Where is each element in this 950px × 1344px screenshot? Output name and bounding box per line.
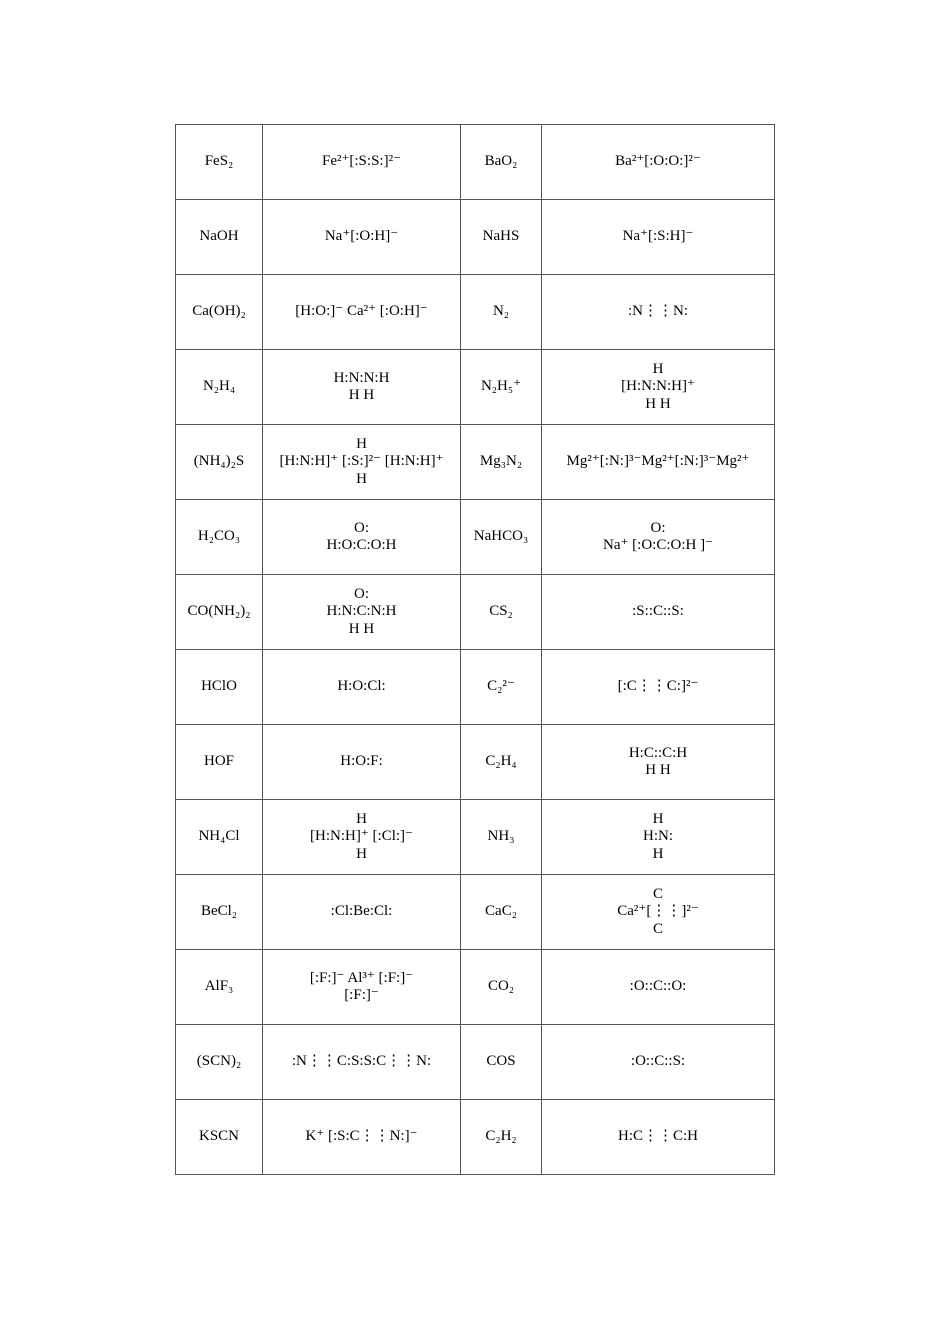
structure-line: H [652,811,664,828]
electron-dot-structure [337,678,385,695]
electron-dot-structure [340,753,383,770]
structure-line: :O::C::O: [629,978,687,995]
formula-cell [176,200,263,275]
table-row [176,1100,775,1175]
table-row [176,875,775,950]
electron-dot-structure [618,1128,698,1145]
formula-cell [176,500,263,575]
structure-line: O: [650,519,666,536]
formula-cell [176,725,263,800]
formula-text: COS [486,1053,516,1070]
structure-line: H H [645,762,671,778]
structure-line: H:O:C:O:H [326,537,397,553]
table-row [176,950,775,1025]
formula-cell [176,275,263,350]
formula-text: H₂CO₃ [197,528,241,545]
electron-dot-cell [542,1100,775,1175]
structure-line: H:C⋮⋮C:H [617,1128,698,1145]
lewis-structure-table [175,124,775,1175]
structure-line: H H [645,395,671,412]
electron-dot-cell [263,725,461,800]
formula-cell [461,950,542,1025]
electron-dot-cell [263,1025,461,1100]
structure-line: :O::C::S: [630,1053,686,1070]
formula-cell [461,875,542,950]
electron-dot-cell [542,500,775,575]
formula-cell [461,125,542,200]
formula-cell [461,350,542,425]
table-row [176,500,775,575]
electron-dot-cell [542,650,775,725]
structure-line: H [356,811,367,828]
formula-text: HClO [201,678,237,695]
formula-text: N₂H₅⁺ [480,378,522,395]
electron-dot-structure [310,811,413,863]
formula-cell [461,800,542,875]
electron-dot-structure [295,303,427,320]
formula-text: C₂H₂ [485,1128,517,1145]
structure-line: [H:N:H]⁺ [:Cl:]⁻ [310,828,413,845]
structure-line: [H:N:H]⁺ [:S:]²⁻ [H:N:H]⁺ [279,453,444,470]
electron-dot-cell [263,125,461,200]
formula-cell [461,275,542,350]
formula-cell [461,725,542,800]
formula-text: Mg₃N₂ [479,453,523,470]
structure-line: :Cl:Be:Cl: [330,903,393,920]
electron-dot-cell [263,875,461,950]
electron-dot-cell [263,650,461,725]
formula-text: BaO₂ [484,153,518,170]
structure-line: H [356,845,367,862]
electron-dot-structure [643,811,673,863]
structure-line: H [652,361,664,378]
formula-text: NaOH [199,228,239,245]
structure-line: H:N:N:H [333,369,390,386]
formula-cell [176,125,263,200]
formula-text: NH₄Cl [198,828,240,845]
table-row [176,350,775,425]
electron-dot-cell [542,275,775,350]
structure-line: H:O:F: [340,753,383,770]
electron-dot-cell [542,425,775,500]
formula-text: NH₃ [487,828,515,845]
structure-line: O: [353,586,369,603]
formula-cell [176,1025,263,1100]
formula-text: AlF₃ [204,978,234,995]
formula-cell [461,500,542,575]
table-row [176,425,775,500]
electron-dot-structure [629,745,687,780]
electron-dot-cell [263,500,461,575]
table-row [176,125,775,200]
table-row [176,1025,775,1100]
formula-text: CS₂ [489,603,513,620]
formula-text: NaHS [482,228,520,245]
structure-line: :S::C::S: [632,603,684,620]
structure-line: H:N: [643,828,673,845]
formula-text: C₂H₄ [485,753,517,770]
formula-text: HOF [203,753,234,770]
electron-dot-structure [630,978,687,995]
structure-line: C [652,920,663,937]
structure-line: K⁺ [:S:C⋮⋮N:]⁻ [305,1128,418,1145]
formula-text: CO(NH₂)₂ [187,603,251,620]
electron-dot-structure [617,886,698,938]
structure-line: Fe²⁺[:S:S:]²⁻ [321,153,401,170]
table-body [176,125,775,1175]
electron-dot-cell [263,950,461,1025]
formula-cell [461,1100,542,1175]
formula-text: N₂H₄ [202,378,236,395]
electron-dot-structure [279,436,443,488]
formula-cell [176,875,263,950]
structure-line: H H [348,387,375,403]
structure-line: H:O:Cl: [337,678,386,695]
structure-line: :N⋮⋮C:S:S:C⋮⋮N: [291,1053,432,1070]
formula-cell [176,350,263,425]
electron-dot-structure [628,303,688,320]
electron-dot-cell [542,200,775,275]
electron-dot-cell [542,575,775,650]
formula-cell [461,650,542,725]
formula-cell [176,575,263,650]
electron-dot-structure [334,370,390,405]
electron-dot-cell [542,800,775,875]
formula-cell [176,800,263,875]
structure-line: C [652,886,663,903]
formula-text: C₂²⁻ [487,678,515,695]
table-row [176,200,775,275]
electron-dot-structure [615,153,701,170]
electron-dot-structure [305,1128,417,1145]
structure-line: H [652,845,664,862]
structure-line: Na⁺[:S:H]⁻ [622,228,694,245]
structure-line: [:F:]⁻ [344,987,379,1003]
electron-dot-cell [263,350,461,425]
formula-text: (NH₄)₂S [193,453,245,470]
formula-text: CaC₂ [485,903,517,920]
structure-line: [H:O:]⁻ Ca²⁺ [:O:H]⁻ [295,303,428,320]
table-row [176,275,775,350]
structure-line: :N⋮⋮N: [628,303,688,320]
formula-cell [176,950,263,1025]
electron-dot-structure [621,361,695,413]
electron-dot-structure [632,603,684,620]
electron-dot-structure [567,453,750,470]
formula-text: FeS₂ [204,153,234,170]
electron-dot-cell [542,1025,775,1100]
electron-dot-cell [542,350,775,425]
electron-dot-cell [263,1100,461,1175]
table-row [176,725,775,800]
formula-text: N₂ [492,303,510,320]
electron-dot-structure [631,1053,685,1070]
table-row [176,575,775,650]
formula-cell [461,1025,542,1100]
electron-dot-structure [331,903,393,920]
electron-dot-cell [542,875,775,950]
formula-text: KSCN [198,1128,239,1145]
formula-cell [461,575,542,650]
structure-line: [:C⋮⋮C:]²⁻ [617,678,699,695]
electron-dot-structure [326,520,396,555]
electron-dot-cell [263,200,461,275]
structure-line: H H [348,620,375,637]
structure-line: H:C::C:H [628,744,688,761]
electron-dot-structure [292,1053,431,1070]
structure-line: Ba²⁺[:O:O:]²⁻ [615,153,701,170]
structure-line: Na⁺ [:O:C:O:H ]⁻ [603,537,713,553]
formula-cell [176,650,263,725]
electron-dot-cell [542,725,775,800]
electron-dot-structure [310,970,413,1005]
structure-line: H [356,470,367,487]
electron-dot-structure [322,153,401,170]
electron-dot-cell [263,275,461,350]
structure-line: H [356,436,367,453]
formula-text: CO₂ [487,978,515,995]
electron-dot-cell [263,425,461,500]
formula-cell [461,425,542,500]
electron-dot-cell [263,575,461,650]
formula-cell [176,425,263,500]
formula-text: Ca(OH)₂ [192,303,246,320]
formula-cell [461,200,542,275]
formula-text: NaHCO₃ [473,528,529,545]
structure-line: Mg²⁺[:N:]³⁻Mg²⁺[:N:]³⁻Mg²⁺ [566,453,750,470]
electron-dot-structure [618,678,699,695]
structure-line: Ca²⁺[⋮⋮]²⁻ [617,903,699,920]
structure-line: H:N:C:N:H [326,603,397,620]
electron-dot-structure [326,586,396,638]
electron-dot-structure [603,520,713,555]
formula-cell [176,1100,263,1175]
structure-line: [:F:]⁻ Al³⁺ [:F:]⁻ [309,969,414,986]
structure-line: O: [353,519,369,536]
electron-dot-structure [325,228,398,245]
structure-line: [H:N:N:H]⁺ [621,378,695,395]
electron-dot-cell [263,800,461,875]
formula-text: BeCl₂ [200,903,238,920]
structure-line: Na⁺[:O:H]⁻ [324,228,399,245]
table-row [176,650,775,725]
electron-dot-cell [542,125,775,200]
formula-text: (SCN)₂ [196,1053,242,1070]
electron-dot-structure [623,228,694,245]
table-row [176,800,775,875]
electron-dot-cell [542,950,775,1025]
